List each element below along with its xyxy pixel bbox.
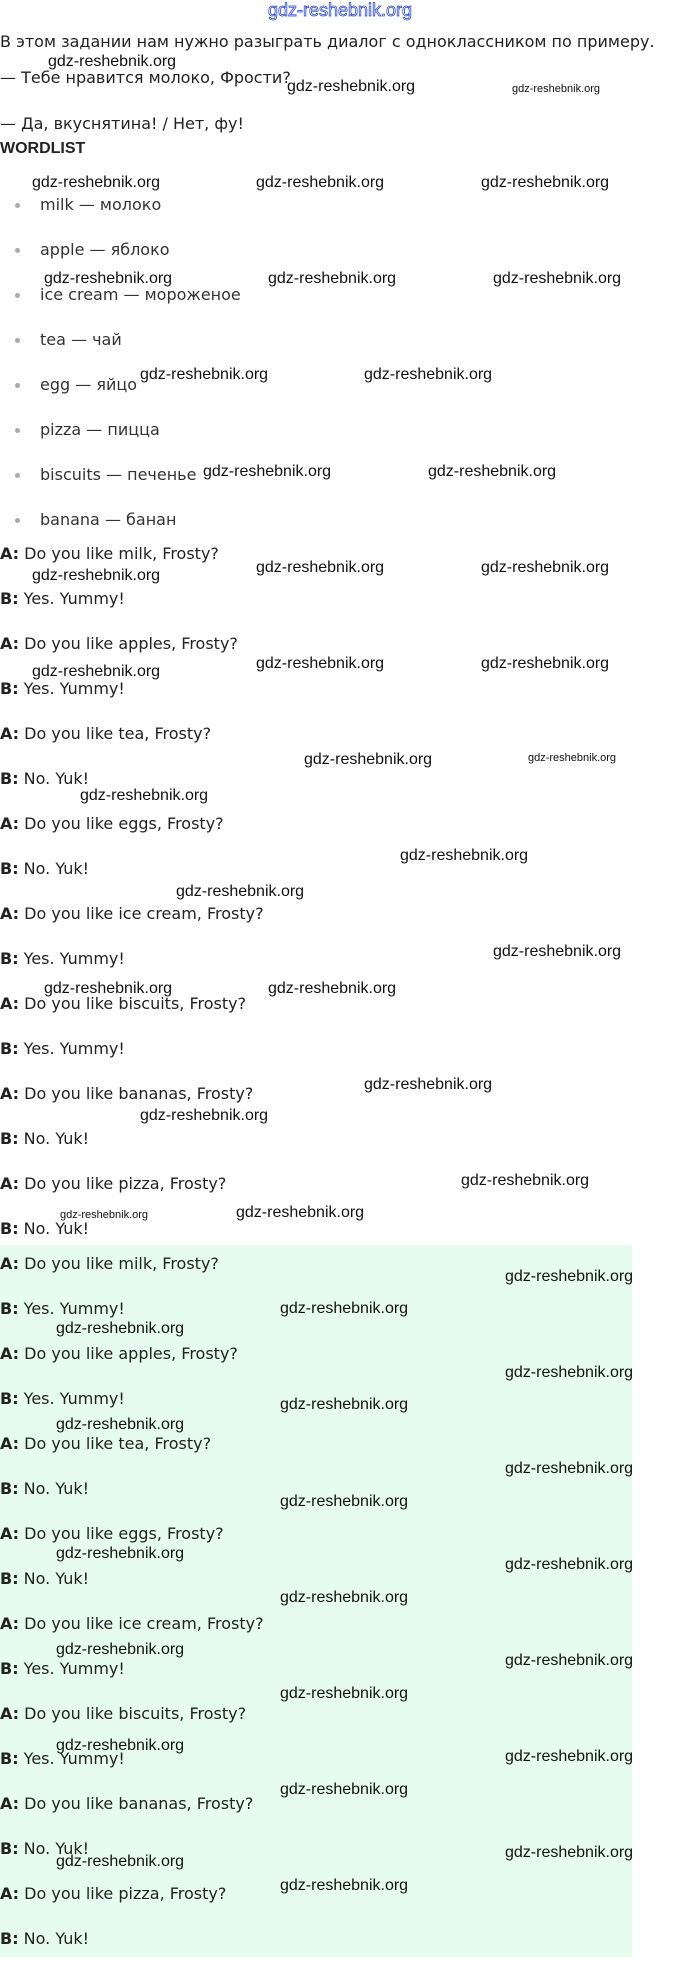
dialogue-line: A: Do you like ice cream, Frosty?	[0, 1614, 264, 1633]
dialogue-line: B: No. Yuk!	[0, 859, 90, 878]
watermark: gdz-reshebnik.org	[280, 1877, 409, 1894]
wordlist-title: WORDLIST	[0, 140, 86, 157]
dialogue-line: B: No. Yuk!	[0, 1929, 90, 1948]
watermark: gdz-reshebnik.org	[280, 1493, 409, 1510]
dialogue-line: B: Yes. Yummy!	[0, 1299, 125, 1318]
dialogue-line: A: Do you like biscuits, Frosty?	[0, 1704, 247, 1723]
watermark: gdz-reshebnik.org	[280, 1781, 409, 1798]
watermark: gdz-reshebnik.org	[400, 847, 529, 864]
bullet-icon	[15, 473, 20, 478]
watermark: gdz-reshebnik.org	[48, 53, 177, 70]
watermark: gdz-reshebnik.org	[56, 1545, 185, 1562]
watermark: gdz-reshebnik.org	[493, 270, 622, 287]
dialogue-line: B: No. Yuk!	[0, 1219, 90, 1238]
watermark: gdz-reshebnik.org	[203, 463, 332, 480]
dialogue-line: B: Yes. Yummy!	[0, 949, 125, 968]
watermark: gdz-reshebnik.org	[56, 1320, 185, 1337]
watermark: gdz-reshebnik.org	[60, 1209, 149, 1221]
watermark: gdz-reshebnik.org	[505, 1364, 634, 1381]
dialogue-line: B: No. Yuk!	[0, 1479, 90, 1498]
dialogue-line: A: Do you like apples, Frosty?	[0, 1344, 238, 1363]
watermark: gdz-reshebnik.org	[461, 1172, 590, 1189]
bullet-icon	[15, 293, 20, 298]
dialogue-line: A: Do you like apples, Frosty?	[0, 634, 238, 653]
watermark: gdz-reshebnik.org	[256, 559, 385, 576]
answer-box	[0, 1245, 632, 1957]
dialogue-line: A: Do you like pizza, Frosty?	[0, 1174, 227, 1193]
watermark: gdz-reshebnik.org	[505, 1556, 634, 1573]
wordlist-item: milk — молоко	[0, 189, 241, 234]
watermark: gdz-reshebnik.org	[256, 655, 385, 672]
dialogue-line: A: Do you like bananas, Frosty?	[0, 1084, 254, 1103]
dialogue-line: B: No. Yuk!	[0, 1129, 90, 1148]
dialogue-line: A: Do you like milk, Frosty?	[0, 1254, 219, 1273]
example-dialogue	[0, 545, 680, 1265]
dialogue-line: B: No. Yuk!	[0, 1839, 90, 1858]
example-question: — Тебе нравится молоко, Фрости?	[0, 68, 291, 87]
dialogue-line: A: Do you like bananas, Frosty?	[0, 1794, 254, 1813]
watermark: gdz-reshebnik.org	[32, 174, 161, 191]
watermark: gdz-reshebnik.org	[268, 270, 397, 287]
dialogue-line: A: Do you like biscuits, Frosty?	[0, 994, 247, 1013]
watermark: gdz-reshebnik.org	[176, 883, 305, 900]
watermark: gdz-reshebnik.org	[44, 980, 173, 997]
watermark: gdz-reshebnik.org	[236, 1204, 365, 1221]
dialogue-line: A: Do you like tea, Frosty?	[0, 1434, 212, 1453]
watermark: gdz-reshebnik.org	[505, 1844, 634, 1861]
watermark: gdz-reshebnik.org	[56, 1641, 185, 1658]
watermark: gdz-reshebnik.org	[481, 174, 610, 191]
dialogue-line: A: Do you like ice cream, Frosty?	[0, 904, 264, 923]
wordlist-item: apple — яблоко	[0, 234, 241, 279]
watermark: gdz-reshebnik.org	[56, 1737, 185, 1754]
watermark: gdz-reshebnik.org	[140, 1107, 269, 1124]
watermark: gdz-reshebnik.org	[481, 559, 610, 576]
wordlist-item: banana — банан	[0, 504, 241, 549]
answer-dialogue	[0, 1255, 680, 1975]
wordlist-item: pizza — пицца	[0, 414, 241, 459]
wordlist-item: ice cream — мороженое	[0, 279, 241, 324]
watermark: gdz-reshebnik.org	[505, 1460, 634, 1477]
dialogue-line: B: No. Yuk!	[0, 769, 90, 788]
bullet-icon	[15, 248, 20, 253]
dialogue-line: A: Do you like eggs, Frosty?	[0, 814, 224, 833]
wordlist	[0, 189, 241, 549]
watermark: gdz-reshebnik.org	[56, 1853, 185, 1870]
dialogue-line: B: Yes. Yummy!	[0, 589, 125, 608]
dialogue-line: B: Yes. Yummy!	[0, 1659, 125, 1678]
watermark: gdz-reshebnik.org	[140, 366, 269, 383]
dialogue-line: B: Yes. Yummy!	[0, 1389, 125, 1408]
dialogue-line: B: Yes. Yummy!	[0, 1749, 125, 1768]
task-description: В этом задании нам нужно разыграть диалог с одноклассником по примеру.	[0, 32, 655, 51]
dialogue-line: B: Yes. Yummy!	[0, 679, 125, 698]
watermark: gdz-reshebnik.org	[512, 83, 601, 95]
watermark: gdz-reshebnik.org	[268, 980, 397, 997]
example-answer: — Да, вкуснятина! / Нет, фу!	[0, 114, 244, 133]
watermark: gdz-reshebnik.org	[280, 1300, 409, 1317]
wordlist-item: biscuits — печенье	[0, 459, 241, 504]
watermark: gdz-reshebnik.org	[32, 567, 161, 584]
watermark: gdz-reshebnik.org	[280, 1685, 409, 1702]
dialogue-line: A: Do you like eggs, Frosty?	[0, 1524, 224, 1543]
dialogue-line: A: Do you like tea, Frosty?	[0, 724, 212, 743]
watermark: gdz-reshebnik.org	[256, 174, 385, 191]
watermark: gdz-reshebnik.org	[364, 1076, 493, 1093]
bullet-icon	[15, 428, 20, 433]
bullet-icon	[15, 383, 20, 388]
dialogue-line: B: No. Yuk!	[0, 1569, 90, 1588]
watermark: gdz-reshebnik.org	[505, 1268, 634, 1285]
dialogue-line: A: Do you like pizza, Frosty?	[0, 1884, 227, 1903]
watermark: gdz-reshebnik.org	[493, 943, 622, 960]
watermark: gdz-reshebnik.org	[528, 752, 617, 764]
watermark: gdz-reshebnik.org	[505, 1748, 634, 1765]
site-logo[interactable]: gdz-reshebnik.org	[267, 0, 413, 20]
watermark: gdz-reshebnik.org	[428, 463, 557, 480]
dialogue-line: B: Yes. Yummy!	[0, 1039, 125, 1058]
watermark: gdz-reshebnik.org	[32, 663, 161, 680]
watermark: gdz-reshebnik.org	[280, 1396, 409, 1413]
bullet-icon	[15, 338, 20, 343]
bullet-icon	[15, 203, 20, 208]
dialogue-line: A: Do you like milk, Frosty?	[0, 544, 219, 563]
watermark: gdz-reshebnik.org	[56, 1416, 185, 1433]
wordlist-item: tea — чай	[0, 324, 241, 369]
watermark: gdz-reshebnik.org	[304, 751, 433, 768]
wordlist-item: egg — яйцо	[0, 369, 241, 414]
watermark: gdz-reshebnik.org	[287, 78, 416, 95]
watermark: gdz-reshebnik.org	[280, 1589, 409, 1606]
watermark: gdz-reshebnik.org	[481, 655, 610, 672]
watermark: gdz-reshebnik.org	[364, 366, 493, 383]
bullet-icon	[15, 518, 20, 523]
watermark: gdz-reshebnik.org	[505, 1652, 634, 1669]
watermark: gdz-reshebnik.org	[44, 270, 173, 287]
watermark: gdz-reshebnik.org	[80, 787, 209, 804]
